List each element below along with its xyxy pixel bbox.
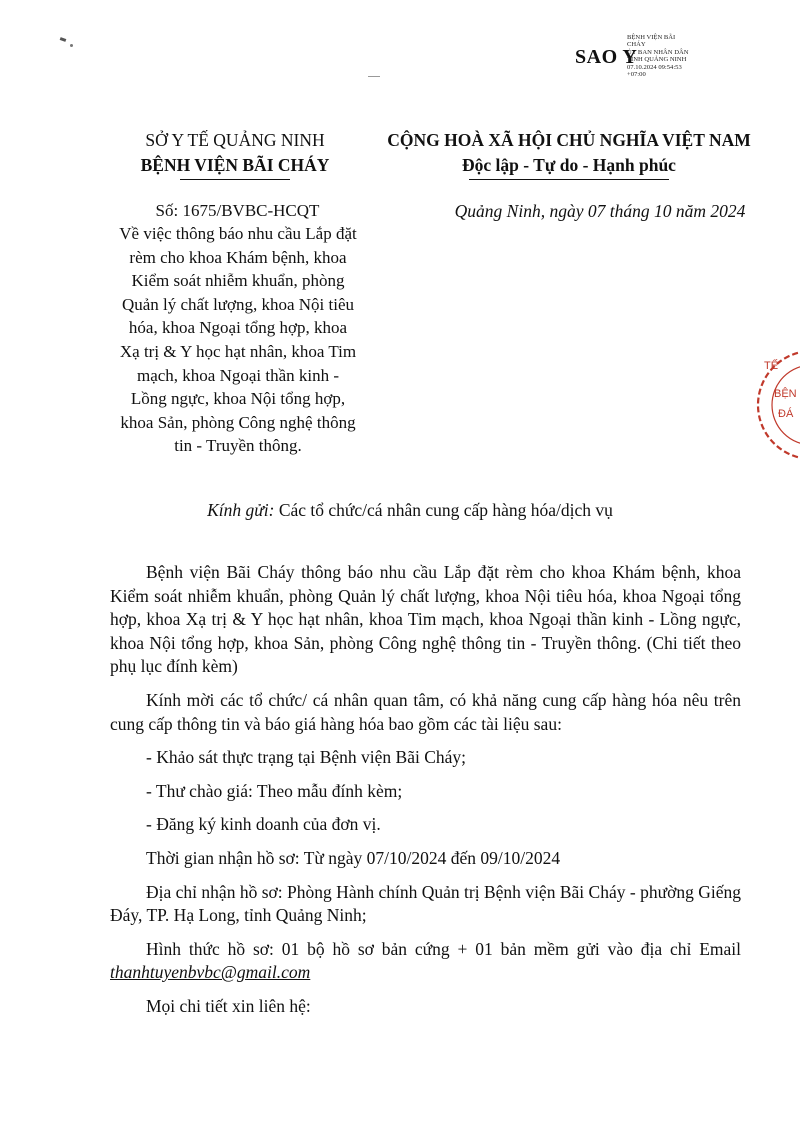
list-item: - Thư chào giá: Theo mẫu đính kèm; [146,780,403,801]
stamp-signer-line: ỦY BAN NHÂN DÂN [627,48,689,56]
scan-mark [368,76,380,77]
recipient-label: Kính gửi: [207,500,275,520]
invitation-paragraph: Kính mời các tổ chức/ cá nhân quan tâm, có khả năng cung cấp hàng hóa nêu trên cung cấp thông tin và báo giá hàng hóa bao gồm các tài liệu sau: [110,689,741,734]
reference-number: Số: 1675/BVBC-HCQT [155,201,320,220]
seal-text: ĐÁ [778,408,794,420]
stamp-signer-line: +07:00 [627,71,646,79]
scan-mark [60,37,67,42]
motto-rule [469,179,669,180]
copy-stamp [575,30,689,100]
issue-date: Quảng Ninh, ngày 07 tháng 10 năm 2024 [454,201,746,221]
stamp-signer-line: 07.10.2024 09:54:53 [627,63,682,71]
stamp-signer-line: CHÁY [627,41,646,49]
list-item: - Đăng ký kinh doanh của đơn vị. [146,814,381,835]
contact-email-link[interactable]: thanhtuyenbvbc@gmail.com [110,962,311,983]
intro-paragraph: Bệnh viện Bãi Cháy thông báo nhu cầu Lắp đặt rèm cho khoa Khám bệnh, khoa Kiểm soát nhiễm khuẩn, phòng Quản lý chất lượng, khoa Nội tiêu hóa, khoa Ngoại tổng hợp, khoa Xạ trị & Y học hạt nhân, khoa Tim mạch, khoa Ngoại thần kinh - Lồng ngực, khoa Nội tổng hợp, khoa Sản, phòng Công nghệ thông tin - Truyền thông. (Chi tiết theo phụ lục đính kèm) [110,562,741,677]
stamp-label: SAO Y [575,46,638,68]
issuer-block [110,128,360,180]
stamp-signer [627,34,707,78]
recipient-line [70,498,750,522]
issuing-hospital: BỆNH VIỆN BÃI CHÁY [140,155,330,175]
seal-text: TẾ [764,360,779,372]
parent-agency: SỞ Y TẾ QUẢNG NINH [145,130,325,150]
contact-line: Mọi chi tiết xin liên hệ: [146,995,311,1016]
subject-line: Về việc thông báo nhu cầu Lắp đặt rèm cho khoa Khám bệnh, khoa Kiểm soát nhiễm khuẩn, phòng Quản lý chất lượng, khoa Nội tiêu hóa, khoa Ngoại tổng hợp, khoa Xạ trị & Y học hạt nhân, khoa Tim mạch, khoa Ngoại thần kinh - Lồng ngực, khoa Nội tổng hợp, khoa Sản, phòng Công nghệ thông tin - Truyền thông. [119,224,357,456]
country-name: CỘNG HOÀ XÃ HỘI CHỦ NGHĨA VIỆT NAM [387,130,751,150]
national-motto: Độc lập - Tự do - Hạnh phúc [462,155,676,175]
submission-format [110,938,741,985]
stamp-signer-line: BỆNH VIỆN BÃI [627,34,676,41]
national-motto-block [368,128,770,180]
stamp-signer-line: TỈNH QUẢNG NINH [627,56,687,64]
submission-address: Địa chỉ nhận hồ sơ: Phòng Hành chính Quản trị Bệnh viện Bãi Cháy - phường Giếng Đáy, TP. Hạ Long, tỉnh Quảng Ninh; [110,881,741,926]
submission-format-text: Hình thức hồ sơ: 01 bộ hồ sơ bản cứng + 01 bản mềm gửi vào địa chỉ Email [146,938,741,959]
scan-mark [70,44,73,47]
recipient-value: Các tổ chức/cá nhân cung cấp hàng hóa/dịch vụ [278,500,613,520]
header-rule [180,179,290,180]
seal-text: BỆN [774,388,797,400]
submission-time: Thời gian nhận hồ sơ: Từ ngày 07/10/2024 đến 09/10/2024 [146,847,561,868]
list-item: - Khảo sát thực trạng tại Bệnh viện Bãi Cháy; [146,747,467,768]
document-body [110,561,741,1019]
red-seal [752,345,800,465]
